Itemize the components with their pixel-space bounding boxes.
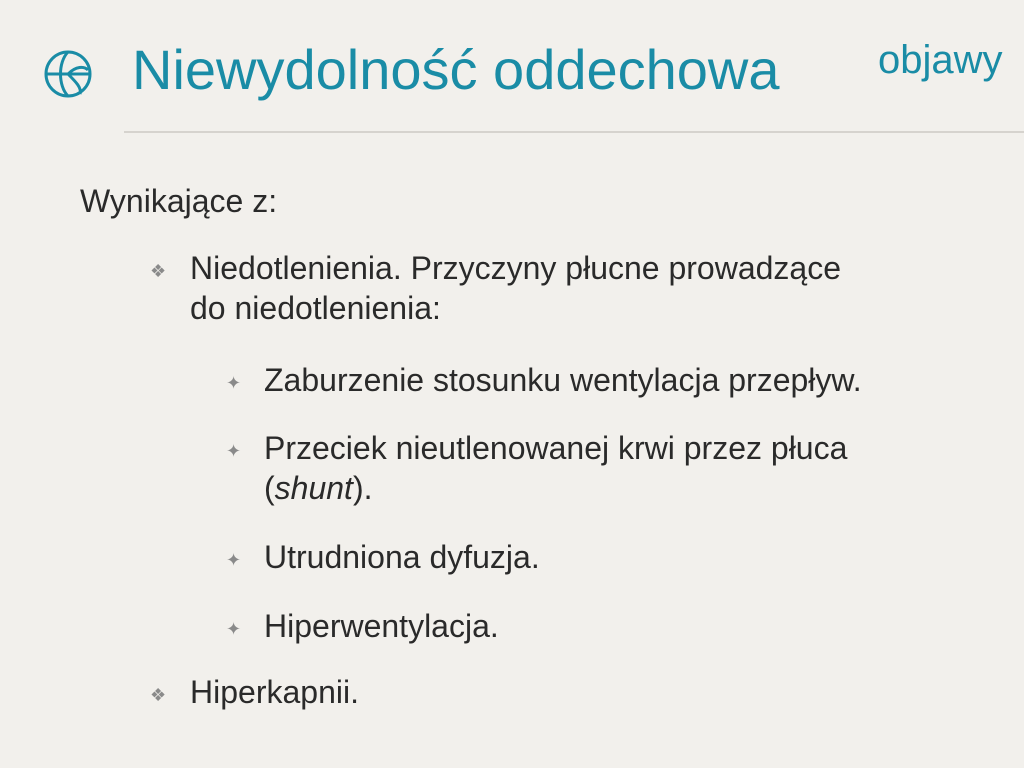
slide-title-superscript: objawy bbox=[878, 38, 1003, 82]
sub-list-item: Utrudniona dyfuzja. bbox=[264, 539, 540, 575]
sub-list-item-line bbox=[264, 468, 847, 508]
sub-list-item: Hiperwentylacja. bbox=[264, 608, 499, 644]
list-item bbox=[190, 248, 841, 328]
intro-text: Wynikające z: bbox=[80, 183, 278, 219]
sub-list-item-line: Przeciek nieutlenowanej krwi przez płuca bbox=[264, 430, 848, 466]
paren-close: ). bbox=[352, 470, 373, 506]
list-item: Hiperkapnii. bbox=[190, 674, 359, 710]
slide-title: Niewydolność oddechowa bbox=[132, 38, 780, 101]
paren-open: ( bbox=[264, 470, 275, 506]
sub-list-item: Zaburzenie stosunku wentylacja przepływ. bbox=[264, 362, 862, 398]
plus-bullet-icon: ✦ bbox=[226, 619, 242, 639]
italic-term: shunt bbox=[274, 470, 353, 506]
plus-bullet-icon: ✦ bbox=[226, 373, 242, 393]
plus-bullet-icon: ✦ bbox=[226, 441, 242, 461]
title-divider bbox=[124, 131, 1024, 133]
sub-list-item bbox=[264, 428, 847, 508]
list-item-line: Niedotlenienia. Przyczyny płucne prowadzące bbox=[190, 250, 842, 286]
plus-bullet-icon: ✦ bbox=[226, 550, 242, 570]
diamond-bullet-icon: ❖ bbox=[150, 261, 167, 281]
diamond-bullet-icon: ❖ bbox=[150, 685, 167, 705]
list-item-line: do niedotlenienia: bbox=[190, 290, 441, 326]
lungs-logo-icon bbox=[36, 44, 94, 104]
